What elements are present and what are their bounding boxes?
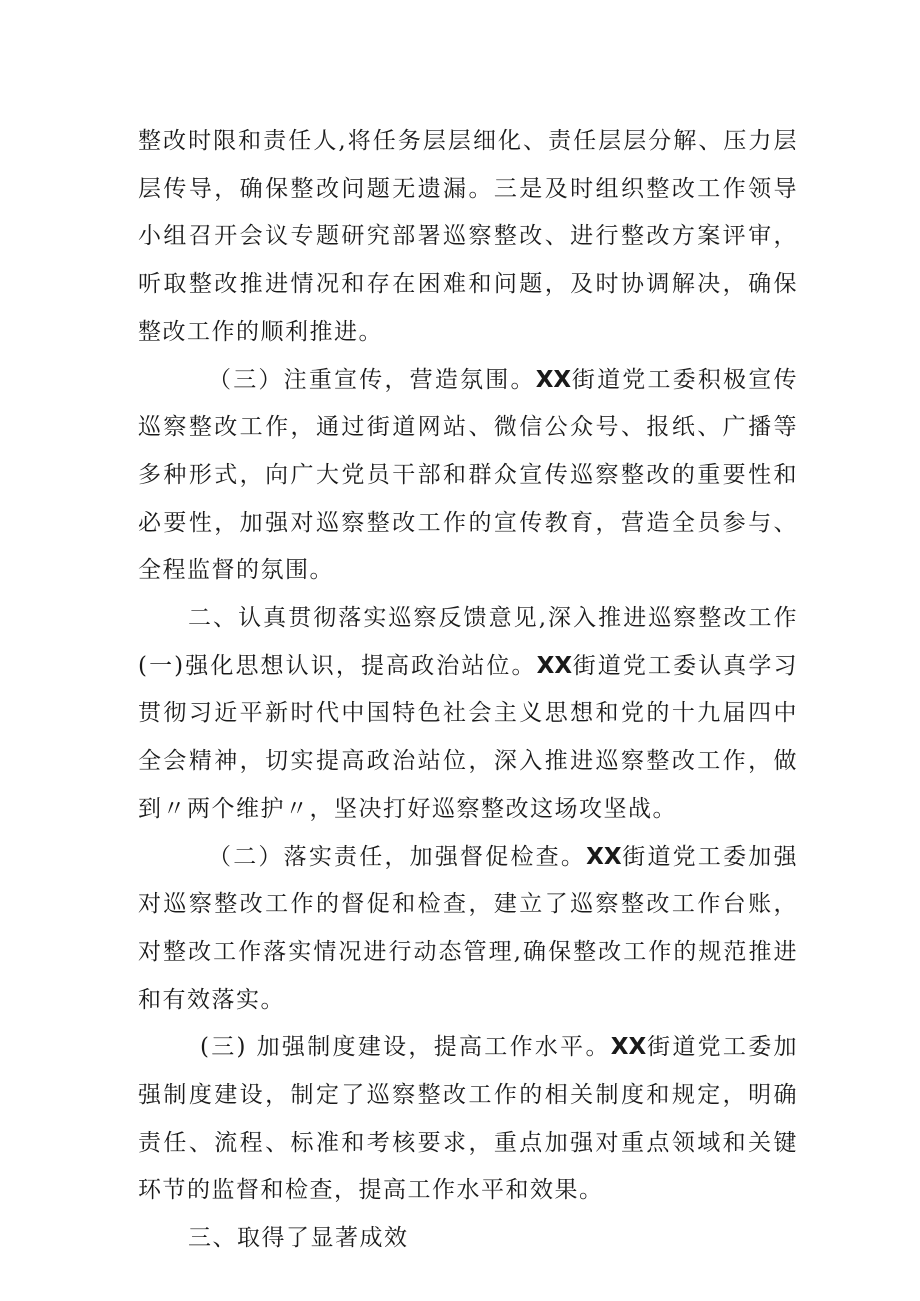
paragraph-responsibility: [138, 834, 798, 1025]
paragraph-heading: 二、认真贯彻落实巡察反馈意见,深入推进巡察整改工作(一)强化思想认识，提高政治站位。: [138, 605, 798, 679]
paragraph-continuation: [138, 118, 798, 357]
org-placeholder: XX: [610, 1034, 647, 1061]
paragraph-text: 街道党工委加强对巡察整改工作的督促和检查，建立了巡察整改工作台账，对整改工作落实情况进行动态管理,确保整改工作的规范推进和有效落实。: [138, 843, 799, 1013]
org-placeholder: XX: [536, 652, 573, 679]
paragraph-institution: [138, 1024, 798, 1215]
paragraph-text: 整改时限和责任人,将任务层层细化、责任层层分解、压力层层传导，确保整改问题无遗漏。三是及时组织整改工作领导小组召开会议专题研究部署巡察整改、进行整改方案评审，听取整改推进情况和存在困难和问题，及时协调解决，确保整改工作的顺利推进。: [138, 128, 798, 345]
section-heading-three: [138, 1215, 798, 1263]
org-placeholder: XX: [535, 366, 572, 393]
paragraph-heading: （二）落实责任，加强督促检查。: [208, 843, 587, 870]
paragraph-publicity: [138, 357, 798, 596]
section-heading-text: 三、取得了显著成效: [188, 1225, 409, 1252]
paragraph-text: 街道党工委认真学习贯彻习近平新时代中国特色社会主义思想和党的十九届四中全会精神，切实提高政治站位，深入推进巡察整改工作，做到〃两个维护〃，坚决打好巡察整改这场攻坚战。: [138, 652, 799, 822]
org-placeholder: XX: [586, 843, 622, 870]
document-body: [138, 118, 798, 1263]
paragraph-text: 街道党工委积极宣传巡察整改工作，通过街道网站、微信公众号、报纸、广播等多种形式，向广大党员干部和群众宣传巡察整改的重要性和必要性，加强对巡察整改工作的宣传教育，营造全员参与、全程监督的氛围。: [138, 366, 799, 584]
paragraph-heading: (三) 加强制度建设，提高工作水平。: [200, 1034, 611, 1061]
paragraph-section-two: [138, 595, 798, 834]
paragraph-heading: （三）注重宣传，营造氛围。: [208, 366, 536, 393]
paragraph-text: 街道党工委加强制度建设，制定了巡察整改工作的相关制度和规定，明确责任、流程、标准和考核要求，重点加强对重点领域和关键环节的监督和检查，提高工作水平和效果。: [138, 1034, 798, 1204]
